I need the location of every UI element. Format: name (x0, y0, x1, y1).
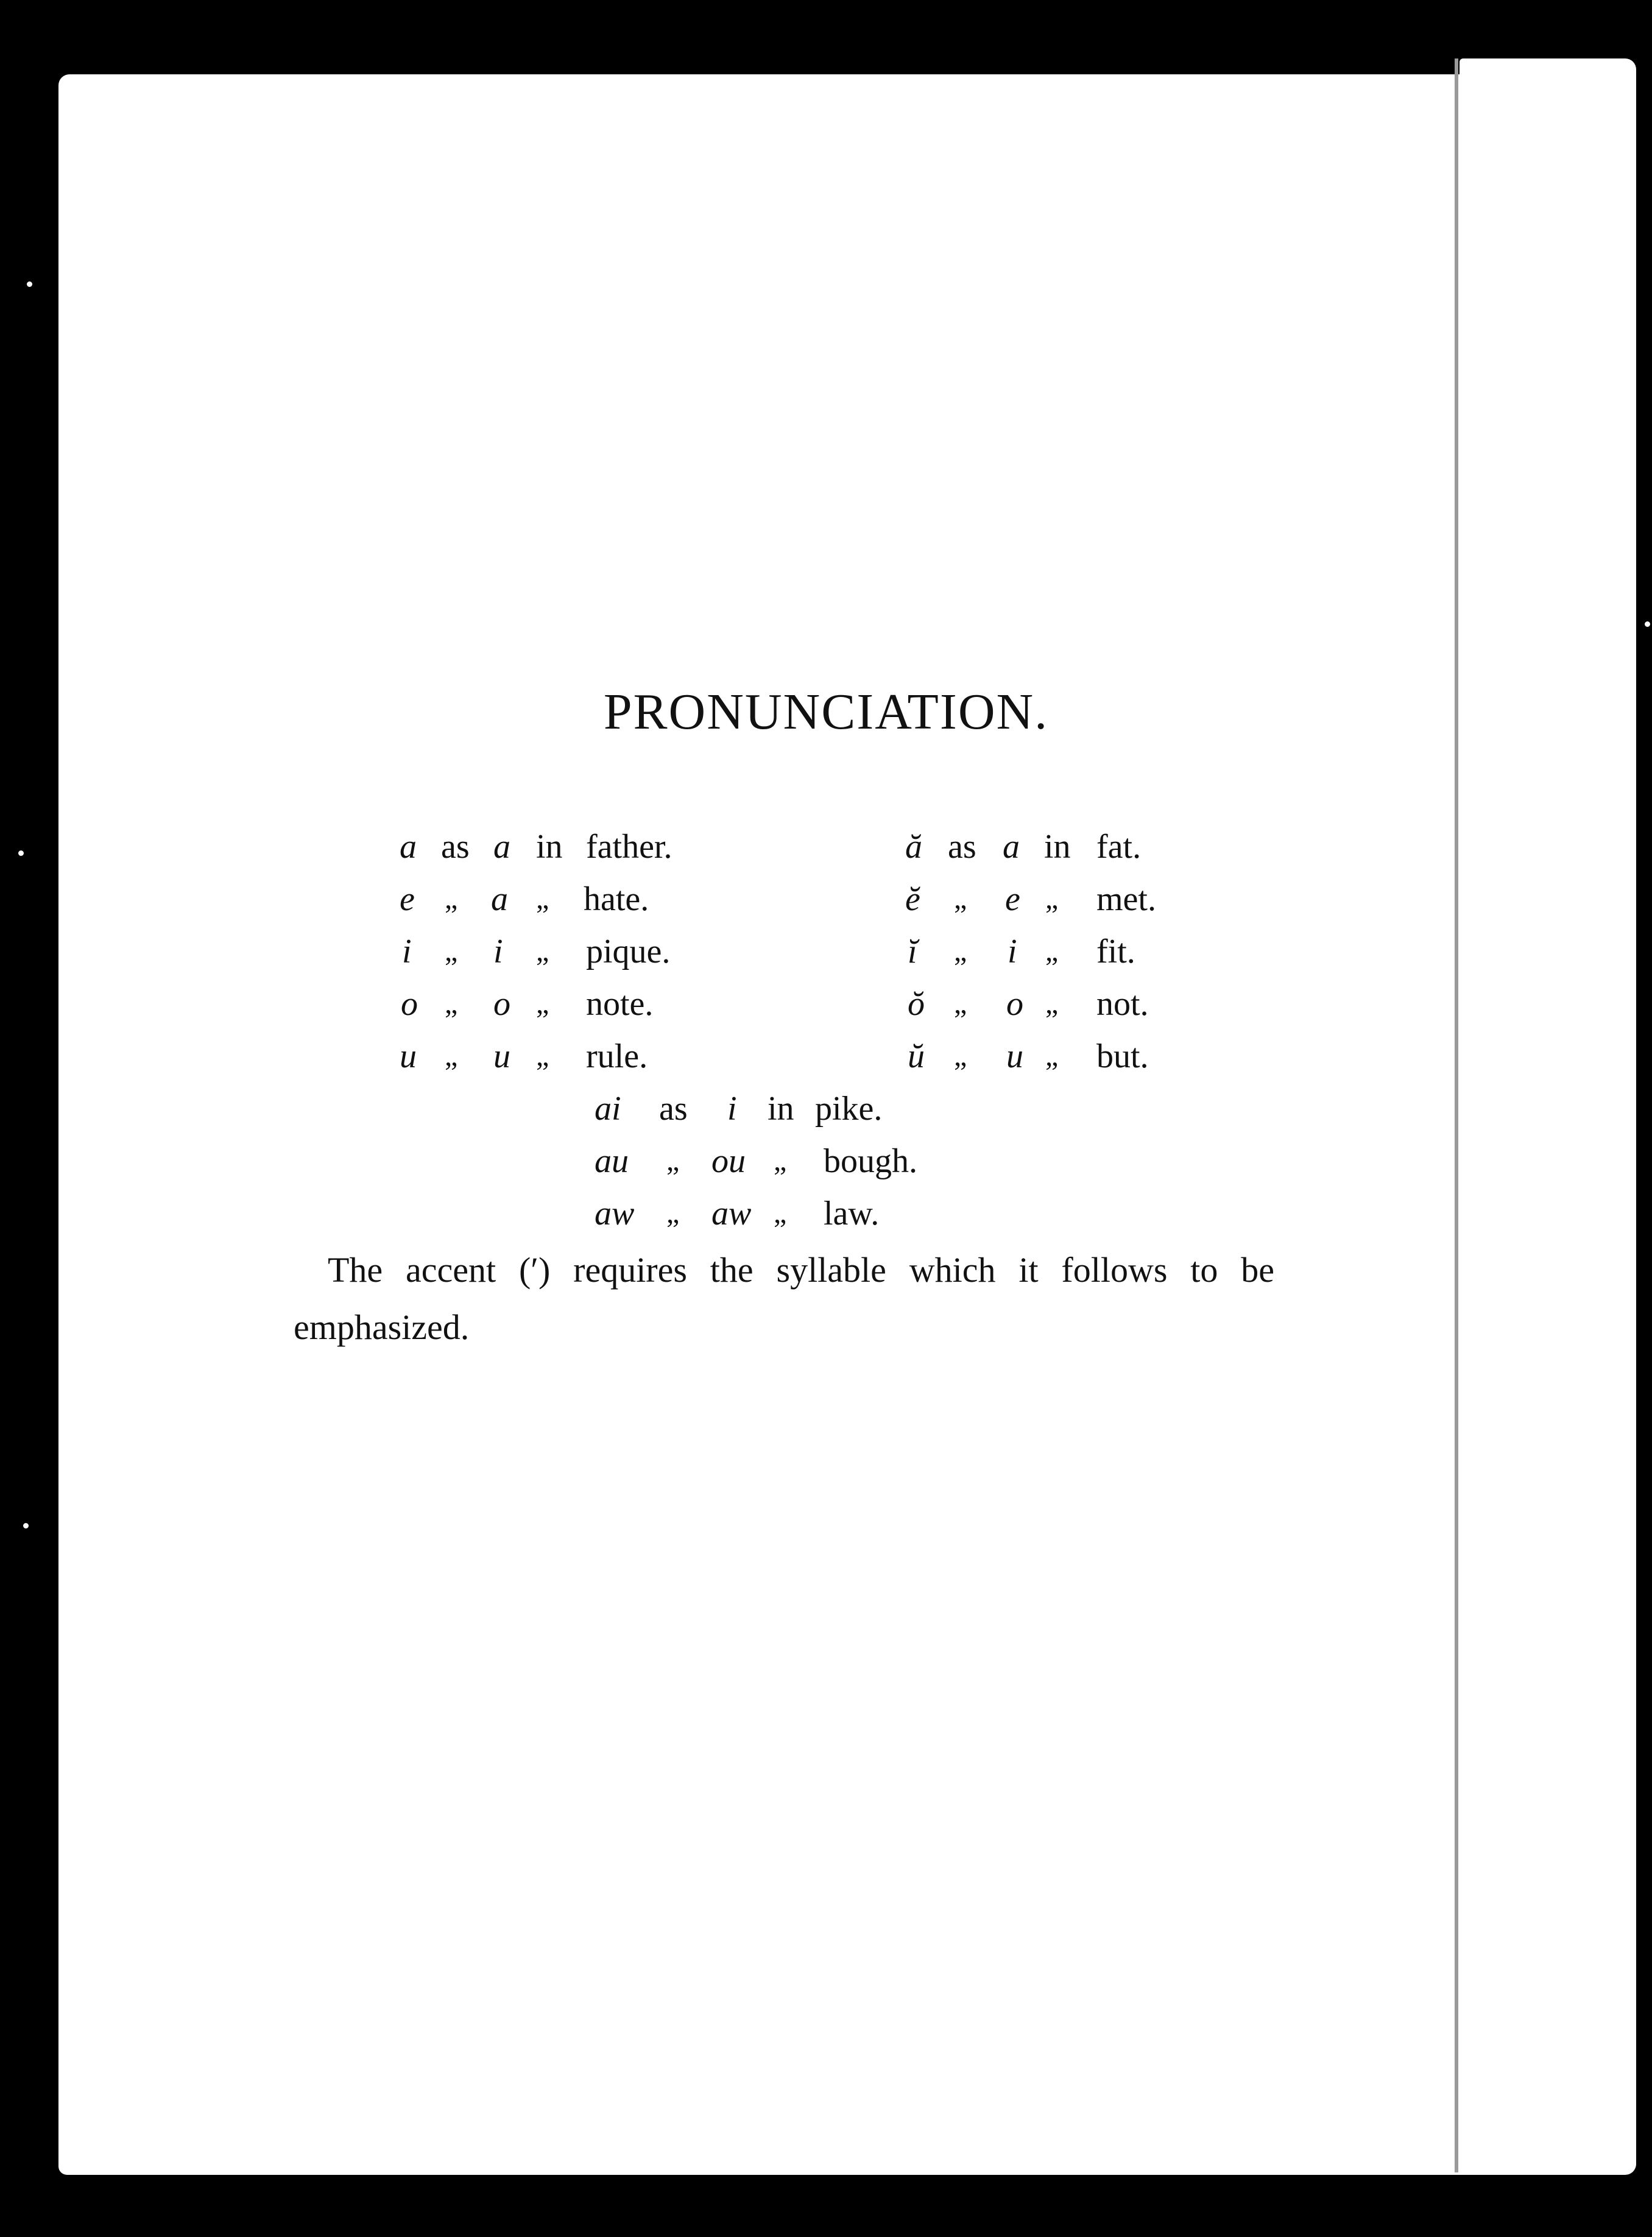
example-word: father. (586, 828, 672, 866)
example-word: fat. (1096, 828, 1142, 866)
ditto-mark: „ (954, 988, 967, 1020)
vowel-letter: ĭ (908, 933, 917, 970)
example-word: rule. (586, 1037, 648, 1075)
ditto-mark: „ (536, 988, 549, 1020)
connector-in: in (1044, 828, 1071, 866)
example-letter: o (493, 985, 510, 1023)
ditto-mark: „ (1045, 883, 1059, 915)
example-word: hate. (584, 880, 649, 918)
example-letter: i (493, 933, 503, 970)
example-letter: a (491, 880, 508, 918)
book-page (58, 74, 1470, 2175)
example-letter: e (1005, 880, 1020, 918)
example-word: not. (1096, 985, 1149, 1023)
vowel-letter: ĕ (905, 880, 920, 918)
ditto-mark: „ (1045, 1040, 1059, 1072)
ditto-mark: „ (666, 1197, 680, 1229)
example-letter: i (727, 1090, 737, 1128)
vowel-letter: i (402, 933, 412, 970)
ditto-mark: „ (445, 988, 458, 1020)
example-letter: a (1003, 828, 1020, 866)
example-word: pique. (586, 933, 671, 970)
ditto-mark: „ (445, 883, 458, 915)
ditto-mark: „ (536, 1040, 549, 1072)
adjacent-page-edge (1460, 58, 1636, 2175)
vowel-letter: ŭ (908, 1037, 925, 1075)
ditto-mark: „ (666, 1145, 680, 1177)
page-gutter (1455, 58, 1458, 2172)
example-word: note. (586, 985, 654, 1023)
ditto-mark: „ (536, 883, 549, 915)
ditto-mark: „ (954, 935, 967, 967)
diphthong-letters: au (595, 1142, 629, 1180)
ditto-mark: „ (774, 1145, 787, 1177)
example-word: law. (824, 1195, 880, 1232)
accent-note-text: The accent (′) requires the syllable which it follows to be emphasized. (294, 1250, 1274, 1347)
diphthong-letters: aw (595, 1195, 635, 1232)
example-word: bough. (824, 1142, 917, 1180)
example-letter: i (1008, 933, 1017, 970)
example-word: fit. (1096, 933, 1135, 970)
ditto-mark: „ (774, 1197, 787, 1229)
connector-in: in (768, 1090, 794, 1128)
scan-speck (18, 850, 24, 856)
example-letter: aw (711, 1195, 752, 1232)
example-word: pike. (815, 1090, 883, 1128)
connector-in: in (536, 828, 563, 866)
ditto-mark: „ (536, 935, 549, 967)
connector-as: as (659, 1090, 688, 1128)
scan-speck (1645, 621, 1650, 627)
ditto-mark: „ (1045, 988, 1059, 1020)
example-word: met. (1096, 880, 1156, 918)
vowel-letter: a (400, 828, 417, 866)
ditto-mark: „ (445, 935, 458, 967)
vowel-letter: ă (905, 828, 922, 866)
diphthong-letters: ai (595, 1090, 621, 1128)
ditto-mark: „ (954, 1040, 967, 1072)
connector-as: as (948, 828, 976, 866)
vowel-letter: u (400, 1037, 417, 1075)
scan-speck (27, 281, 32, 287)
vowel-letter: o (401, 985, 418, 1023)
ditto-mark: „ (1045, 935, 1059, 967)
ditto-mark: „ (954, 883, 967, 915)
accent-note-paragraph (294, 1242, 1274, 1356)
example-letter: u (1006, 1037, 1023, 1075)
vowel-letter: ŏ (908, 985, 925, 1023)
scan-speck (23, 1523, 29, 1528)
ditto-mark: „ (445, 1040, 458, 1072)
example-letter: o (1006, 985, 1023, 1023)
example-letter: a (493, 828, 510, 866)
connector-as: as (441, 828, 470, 866)
page-title: PRONUNCIATION. (603, 684, 1049, 740)
example-letter: u (493, 1037, 510, 1075)
example-letter: ou (711, 1142, 746, 1180)
example-word: but. (1096, 1037, 1149, 1075)
vowel-letter: e (400, 880, 415, 918)
